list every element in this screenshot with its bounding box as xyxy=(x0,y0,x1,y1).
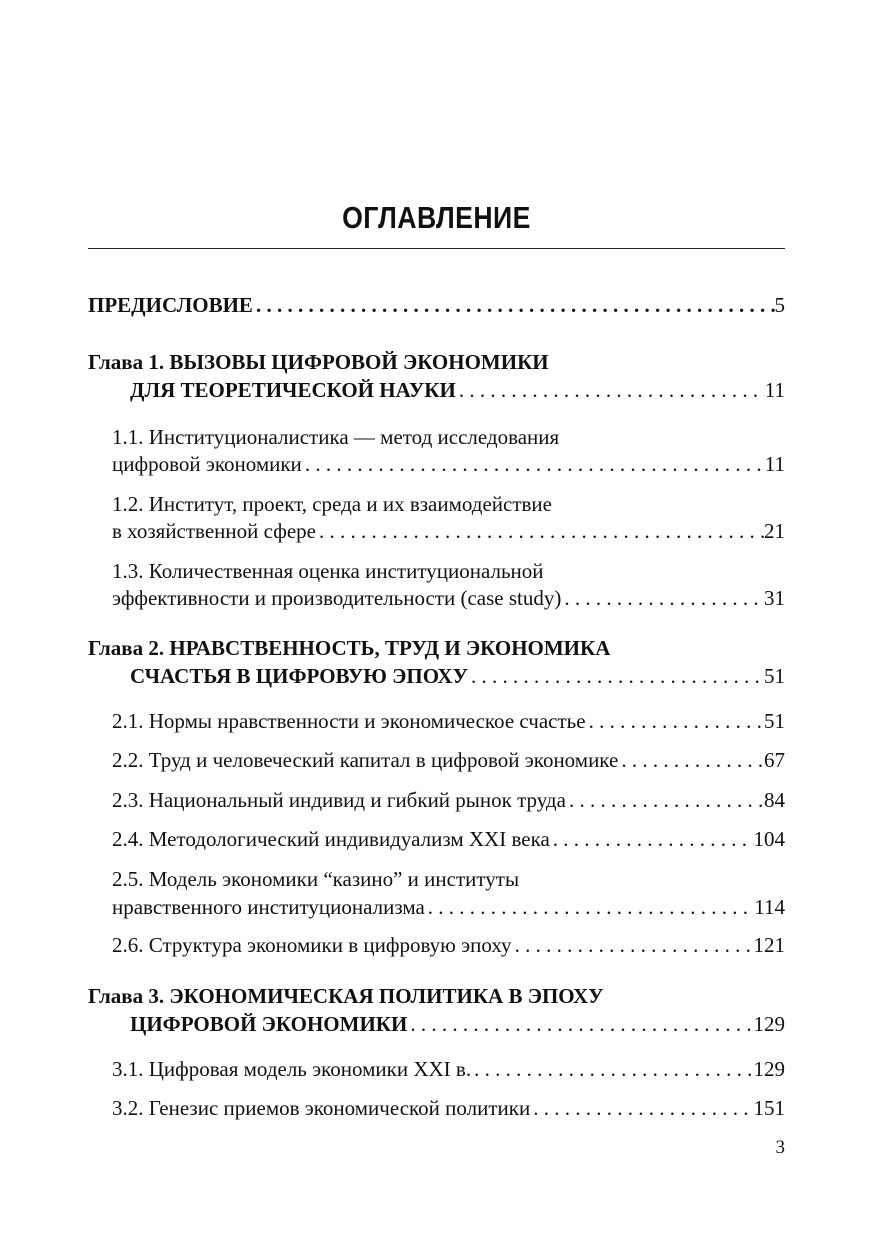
leader-dots xyxy=(253,291,775,319)
section-1-2[interactable]: 1.2. Институт, проект, среда и их взаимодействие xyxy=(112,492,552,516)
chapter-title-line2: ДЛЯ ТЕОРЕТИЧЕСКОЙ НАУКИ xyxy=(130,378,456,402)
section-3-1[interactable] xyxy=(112,1055,785,1083)
chapter-3-heading[interactable] xyxy=(88,982,604,1010)
chapter-1-heading-cont[interactable] xyxy=(130,376,785,404)
toc-label: 2.3. Национальный индивид и гибкий рынок труда xyxy=(112,788,566,812)
toc-label: 2.2. Труд и человеческий капитал в цифровой экономике xyxy=(112,748,619,772)
chapter-title: ВЫЗОВЫ ЦИФРОВОЙ ЭКОНОМИКИ xyxy=(169,350,549,374)
section-3-2[interactable] xyxy=(112,1094,785,1122)
leader-dots xyxy=(456,376,765,404)
title-rule xyxy=(88,248,785,249)
chapter-title-line2: СЧАСТЬЯ В ЦИФРОВУЮ ЭПОХУ xyxy=(130,664,468,688)
toc-page: 129 xyxy=(753,1012,785,1036)
leader-dots xyxy=(561,584,764,612)
toc-label: в хозяйственной сфере xyxy=(112,519,316,543)
toc-label: 3.2. Генезис приемов экономической политики xyxy=(112,1096,531,1120)
toc-page: 129 xyxy=(753,1057,785,1081)
toc-label: 2.1. Нормы нравственности и экономическое счастье xyxy=(112,709,586,733)
toc-page: 104 xyxy=(753,827,785,851)
toc-label: 3.1. Цифровая модель экономики XXI в. xyxy=(112,1057,472,1081)
toc-page: 11 xyxy=(764,452,785,476)
toc-label: нравственного институционализма xyxy=(112,895,425,919)
chapter-1-heading[interactable] xyxy=(88,348,549,376)
section-2-2[interactable] xyxy=(112,746,785,774)
leader-dots xyxy=(530,1094,753,1122)
chapter-prefix: Глава 2. xyxy=(88,636,165,660)
section-1-2-cont[interactable] xyxy=(112,517,785,545)
chapter-prefix: Глава 1. xyxy=(88,350,165,374)
page-number: 3 xyxy=(775,1137,785,1158)
section-2-6[interactable] xyxy=(112,931,785,959)
page-title: ОГЛАВЛЕНИЕ xyxy=(342,200,531,235)
toc-label: цифровой экономики xyxy=(112,452,302,476)
toc-label: ПРЕДИСЛОВИЕ xyxy=(88,293,253,317)
chapter-2-heading-cont[interactable] xyxy=(130,662,785,690)
toc-page: 21 xyxy=(764,519,785,543)
chapter-3-heading-cont[interactable] xyxy=(130,1010,785,1038)
leader-dots xyxy=(302,450,765,478)
chapter-title-line2: ЦИФРОВОЙ ЭКОНОМИКИ xyxy=(130,1012,408,1036)
leader-dots xyxy=(316,517,764,545)
chapter-prefix: Глава 3. xyxy=(88,984,165,1008)
chapter-title: ЭКОНОМИЧЕСКАЯ ПОЛИТИКА В ЭПОХУ xyxy=(169,984,604,1008)
section-2-5-cont[interactable] xyxy=(112,893,785,921)
leader-dots xyxy=(512,931,754,959)
toc-page: 84 xyxy=(764,788,785,812)
section-2-1[interactable] xyxy=(112,707,785,735)
leader-dots xyxy=(468,662,764,690)
toc-page: 151 xyxy=(753,1096,785,1120)
toc-entry-preface[interactable] xyxy=(88,291,785,319)
toc-page: 114 xyxy=(754,895,785,919)
toc-page: 67 xyxy=(764,748,785,772)
toc-label: эффективности и производительности (case study) xyxy=(112,586,562,610)
leader-dots xyxy=(471,1055,753,1083)
leader-dots xyxy=(425,893,754,921)
section-1-3[interactable]: 1.3. Количественная оценка институциональной xyxy=(112,559,544,583)
section-1-1-cont[interactable] xyxy=(112,450,785,478)
leader-dots xyxy=(566,786,764,814)
section-2-5[interactable]: 2.5. Модель экономики “казино” и институты xyxy=(112,867,520,891)
section-2-3[interactable] xyxy=(112,786,785,814)
toc-label: 2.4. Методологический индивидуализм XXI века xyxy=(112,827,550,851)
section-1-1[interactable]: 1.1. Институционалистика — метод исследования xyxy=(112,425,560,449)
toc-page: 51 xyxy=(764,664,785,688)
leader-dots xyxy=(618,746,764,774)
leader-dots xyxy=(407,1010,753,1038)
leader-dots xyxy=(550,825,754,853)
chapter-2-heading[interactable] xyxy=(88,634,610,662)
chapter-title: НРАВСТВЕННОСТЬ, ТРУД И ЭКОНОМИКА xyxy=(169,636,611,660)
toc-page: 11 xyxy=(764,378,785,402)
toc-page: 121 xyxy=(753,933,785,957)
toc-label: 2.6. Структура экономики в цифровую эпоху xyxy=(112,933,512,957)
leader-dots xyxy=(586,707,764,735)
section-2-4[interactable] xyxy=(112,825,785,853)
toc-page: 31 xyxy=(764,586,785,610)
section-1-3-cont[interactable] xyxy=(112,584,785,612)
toc-page: 51 xyxy=(764,709,785,733)
toc-page: 5 xyxy=(774,293,785,317)
